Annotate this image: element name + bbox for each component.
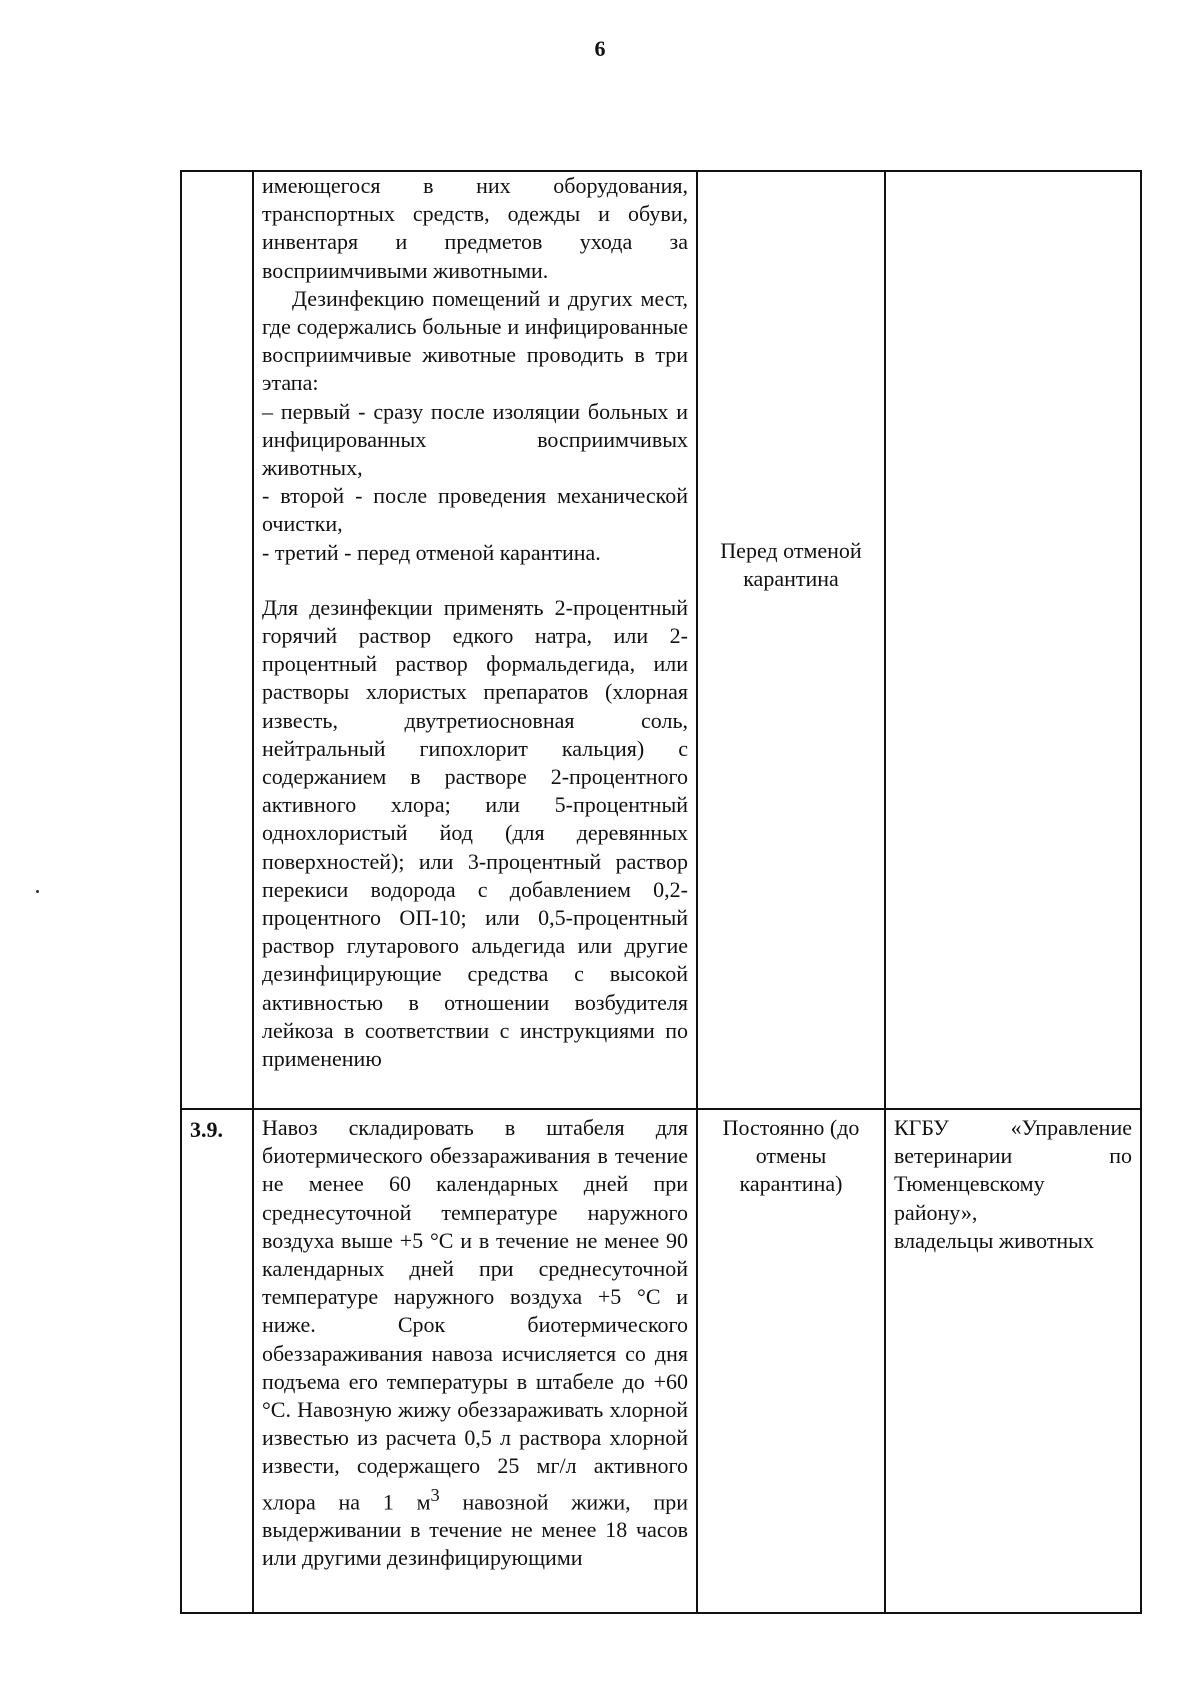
- scan-speck: [36, 890, 39, 893]
- page-number: 6: [594, 36, 606, 61]
- responsible-cell: [885, 171, 1141, 1109]
- item-number: [190, 172, 244, 178]
- item-number-cell: [181, 171, 253, 1109]
- term-text: Перед отменой карантина: [720, 538, 862, 592]
- item-number-cell: [181, 1109, 253, 1613]
- measure-text-p3: – первый - сразу после изоляции больных и инфицированных восприимчивых животных,: [262, 398, 688, 481]
- measure-text-cell: [253, 171, 697, 1109]
- responsible-text: [894, 1110, 1132, 1255]
- term-text: Постоянно (до отмены карантина): [722, 1115, 860, 1197]
- measures-table: [180, 170, 1142, 1614]
- measure-text-p5: - третий - перед отменой карантина.: [262, 539, 601, 565]
- cubic-superscript: 3: [430, 1484, 440, 1505]
- responsible-line-2: владельцы животных: [894, 1227, 1094, 1253]
- measure-text-p4: - второй - после проведения механической очистки,: [262, 483, 688, 537]
- measure-text-p1: имеющегося в них оборудования, транспортных средств, одежды и обуви, инвентаря и предметов ухода за восприимчивыми животными.: [262, 173, 688, 283]
- responsible-cell: [885, 1109, 1141, 1613]
- item-number: 3.9.: [190, 1117, 223, 1142]
- measure-text-part-a: Навоз складировать в штабеля для биотермического обеззараживания в течение не менее 60 календарных дней при среднесуточной температуре наружного воздуха выше +5 °С и в течение не менее 90 календарных дней при среднесуточной температуре наружного воздуха +5 °С и ниже. Срок биотермического обеззараживания навоза исчисляется со дня подъема его температуры в штабеле до +60 °С. Навозную жижу обеззараживать хлорной известью из расчета 0,5 л раствора хлорной извести, содержащего 25 мг/л активного хлора на 1 м: [262, 1115, 688, 1514]
- responsible-line-1: КГБУ «Управление ветеринарии по Тюменцевскому району»,: [894, 1115, 1132, 1225]
- responsible-text: [894, 172, 1132, 176]
- table-row: [181, 1109, 1141, 1613]
- term-cell: [697, 171, 885, 1109]
- measure-text-p6: Для дезинфекции применять 2-процентный горячий раствор едкого натра, или 2-процентный раствор формальдегида, или растворы хлористых препаратов (хлорная известь, двутретиосновная соль, нейтральный гипохлорит кальция) с содержанием в растворе 2-процентного активного хлора; или 5-процентный однохлористый йод (для деревянных поверхностей); или 3-процентный раствор перекиси водорода с добавлением 0,2-процентного ОП-10; или 0,5-процентный раствор глутарового альдегида или другие дезинфицирующие средства с высокой активностью в отношении возбудителя лейкоза в соответствии с инструкциями по применению: [262, 594, 688, 1072]
- term-cell: [697, 1109, 885, 1613]
- measure-text-part-b: навозной жижи, при выдерживании в течение не менее 18 часов или другими дезинфицирующими: [262, 1488, 688, 1571]
- table-row: [181, 171, 1141, 1109]
- measure-text: [262, 1110, 688, 1573]
- measure-text-p2: Дезинфекцию помещений и других мест, где содержались больные и инфицированные восприимчивые животные проводить в три этапа:: [262, 285, 688, 396]
- measure-text-cell: [253, 1109, 697, 1613]
